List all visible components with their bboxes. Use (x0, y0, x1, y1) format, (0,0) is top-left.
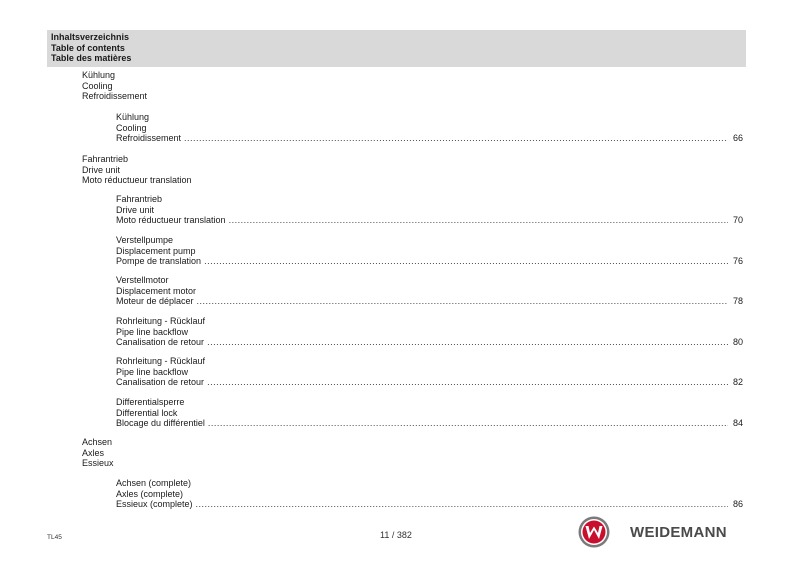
entry-title-fr: Canalisation de retour (116, 377, 205, 387)
entry-title-en: Drive unit (116, 204, 155, 215)
toc-entry-displacement-pump[interactable] (116, 235, 743, 267)
entry-title-en: Displacement motor (116, 285, 197, 296)
toc-entry-cooling[interactable] (116, 112, 743, 144)
entry-page-number[interactable]: 86 (732, 499, 743, 509)
section-title-en: Axles (82, 447, 105, 458)
toc-entry-pipe-line-backflow-1[interactable] (116, 316, 743, 348)
dot-leader (197, 296, 728, 307)
section-title-fr: Refroidissement (82, 91, 148, 101)
section-title-en: Drive unit (82, 164, 121, 175)
section-title-fr: Essieux (82, 458, 114, 468)
dot-leader (208, 418, 728, 429)
section-title-de: Kühlung (82, 70, 116, 80)
toc-entry-displacement-motor[interactable] (116, 275, 743, 307)
dot-leader (184, 133, 728, 144)
document-code: TL45 (47, 534, 62, 541)
entry-title-fr: Pompe de translation (116, 256, 202, 266)
entry-title-en: Axles (complete) (116, 488, 184, 499)
entry-page-number[interactable]: 82 (732, 377, 743, 387)
entry-title-en: Cooling (116, 122, 147, 133)
entry-page-number[interactable]: 66 (732, 133, 743, 143)
entry-page-number[interactable]: 78 (732, 296, 743, 306)
entry-page-number[interactable]: 70 (732, 215, 743, 225)
entry-title-en: Pipe line backflow (116, 326, 189, 337)
toc-header-line-fr: Table des matières (51, 53, 132, 63)
toc-entry-differential-lock[interactable] (116, 397, 743, 429)
dot-leader (196, 499, 728, 510)
entry-title-de: Achsen (complete) (116, 478, 192, 488)
entry-page-number[interactable]: 80 (732, 337, 743, 347)
entry-title-de: Rohrleitung - Rücklauf (116, 356, 206, 366)
entry-title-de: Rohrleitung - Rücklauf (116, 316, 206, 326)
entry-title-en: Displacement pump (116, 245, 196, 256)
weidemann-w-logo-icon (578, 516, 610, 548)
weidemann-logo (578, 515, 748, 549)
entry-title-fr: Essieux (complete) (116, 499, 193, 509)
toc-header-line-en: Table of contents (51, 42, 125, 53)
entry-title-fr: Refroidissement (116, 133, 182, 143)
entry-title-de: Differentialsperre (116, 397, 185, 407)
entry-title-fr: Blocage du différentiel (116, 418, 205, 428)
dot-leader (229, 215, 728, 226)
page-number: 11 / 382 (380, 530, 412, 540)
section-title-fr: Moto réductueur translation (82, 175, 192, 185)
entry-title-de: Kühlung (116, 112, 150, 122)
entry-title-fr: Moto réductueur translation (116, 215, 226, 225)
entry-page-number[interactable]: 84 (732, 418, 743, 428)
entry-title-de: Verstellmotor (116, 275, 169, 285)
entry-title-de: Verstellpumpe (116, 235, 174, 245)
section-heading-drive-unit (82, 154, 192, 186)
toc-entry-pipe-line-backflow-2[interactable] (116, 356, 743, 388)
entry-title-de: Fahrantrieb (116, 194, 163, 204)
dot-leader (207, 377, 728, 388)
entry-title-en: Differential lock (116, 407, 178, 418)
entry-title-fr: Moteur de déplacer (116, 296, 194, 306)
toc-entry-axles-complete[interactable] (116, 478, 743, 510)
toc-entry-drive-unit[interactable] (116, 194, 743, 226)
dot-leader (207, 337, 728, 348)
section-title-en: Cooling (82, 80, 113, 91)
entry-title-fr: Canalisation de retour (116, 337, 205, 347)
section-title-de: Achsen (82, 437, 113, 447)
section-heading-cooling (82, 70, 147, 102)
section-heading-axles (82, 437, 114, 469)
section-title-de: Fahrantrieb (82, 154, 129, 164)
toc-header-line-de: Inhaltsverzeichnis (51, 32, 130, 42)
entry-page-number[interactable]: 76 (732, 256, 743, 266)
dot-leader (204, 256, 728, 267)
brand-name: WEIDEMANN (630, 523, 727, 541)
entry-title-en: Pipe line backflow (116, 366, 189, 377)
